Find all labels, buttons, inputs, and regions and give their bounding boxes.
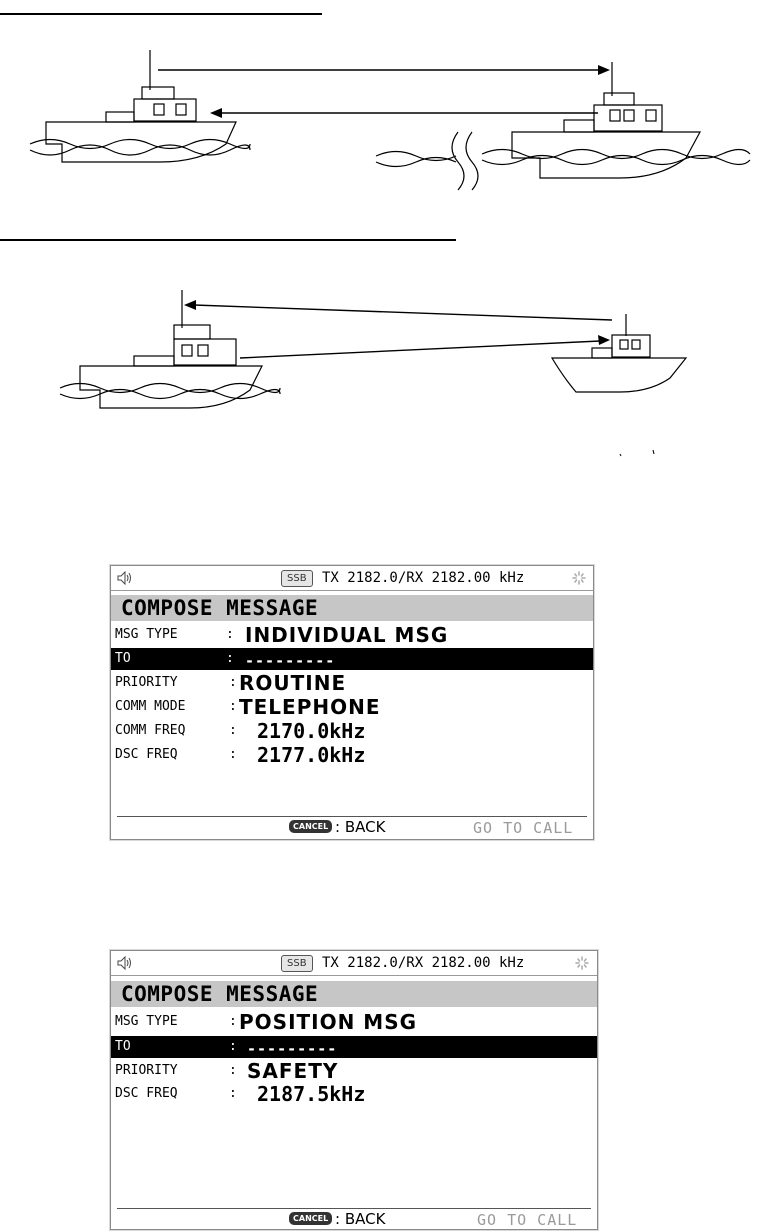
heading-underline-2 <box>0 239 456 241</box>
field-value: INDIVIDUAL MSG <box>245 623 449 647</box>
footer-divider <box>117 816 587 817</box>
colon: : <box>229 1063 237 1078</box>
colon: : <box>229 1014 237 1029</box>
footer-divider <box>117 1208 591 1209</box>
field-label: MSG TYPE <box>115 627 178 642</box>
field-value: --------- <box>247 1040 338 1058</box>
field-value: POSITION MSG <box>239 1010 418 1034</box>
back-label: : BACK <box>335 818 386 836</box>
field-label: MSG TYPE <box>115 1014 178 1029</box>
field-row-dsc-freq[interactable] <box>111 1083 597 1105</box>
ship-to-ship-illustration <box>0 40 774 210</box>
colon: : <box>226 651 234 666</box>
field-label: TO <box>115 651 131 666</box>
ssb-badge: SSB <box>281 955 313 972</box>
field-value: 2177.0kHz <box>257 743 366 767</box>
status-bar <box>111 951 597 976</box>
field-row-msg-type[interactable] <box>111 624 593 646</box>
screen-title: COMPOSE MESSAGE <box>111 981 597 1007</box>
field-row-comm-freq[interactable] <box>111 720 593 742</box>
field-row-to[interactable] <box>111 1036 597 1058</box>
field-row-priority[interactable] <box>111 672 593 694</box>
frequency-readout: TX 2182.0/RX 2182.00 kHz <box>322 955 525 971</box>
field-label: COMM MODE <box>115 699 186 714</box>
field-value: 2170.0kHz <box>257 719 366 743</box>
field-row-comm-mode[interactable] <box>111 696 593 718</box>
field-value: 2187.5kHz <box>257 1082 366 1106</box>
field-value: ROUTINE <box>239 671 347 695</box>
field-row-priority[interactable] <box>111 1060 597 1082</box>
field-label: DSC FREQ <box>115 1086 178 1101</box>
compose-message-screen-individual <box>110 565 594 840</box>
field-row-msg-type[interactable] <box>111 1011 597 1033</box>
colon: : <box>229 1039 237 1054</box>
field-value: SAFETY <box>247 1059 339 1083</box>
compose-message-screen-position <box>110 950 598 1230</box>
frequency-readout: TX 2182.0/RX 2182.00 kHz <box>322 570 525 586</box>
field-label: DSC FREQ <box>115 747 178 762</box>
busy-spinner-icon <box>572 571 586 585</box>
field-label: PRIORITY <box>115 1063 178 1078</box>
cancel-key-icon[interactable]: CANCEL <box>289 1212 332 1225</box>
ssb-badge: SSB <box>281 570 313 587</box>
ship-to-boat-illustration <box>0 278 774 458</box>
colon: : <box>229 1086 237 1101</box>
heading-underline-1 <box>0 13 322 15</box>
colon: : <box>226 627 234 642</box>
field-value: --------- <box>245 652 336 670</box>
go-to-call-button[interactable]: GO TO CALL <box>473 819 574 837</box>
field-label: PRIORITY <box>115 675 178 690</box>
colon: : <box>229 747 237 762</box>
speaker-icon <box>117 571 135 585</box>
go-to-call-button[interactable]: GO TO CALL <box>477 1211 578 1229</box>
field-label: TO <box>115 1039 131 1054</box>
busy-spinner-icon <box>575 956 589 970</box>
screen-title: COMPOSE MESSAGE <box>111 595 593 621</box>
back-label: : BACK <box>335 1210 386 1228</box>
colon: : <box>229 675 237 690</box>
field-row-to[interactable] <box>111 648 593 670</box>
status-bar <box>111 566 593 591</box>
colon: : <box>229 723 237 738</box>
field-row-dsc-freq[interactable] <box>111 744 593 766</box>
speaker-icon <box>117 956 135 970</box>
field-value: TELEPHONE <box>239 695 381 719</box>
colon: : <box>229 699 237 714</box>
field-label: COMM FREQ <box>115 723 186 738</box>
cancel-key-icon[interactable]: CANCEL <box>289 820 332 833</box>
